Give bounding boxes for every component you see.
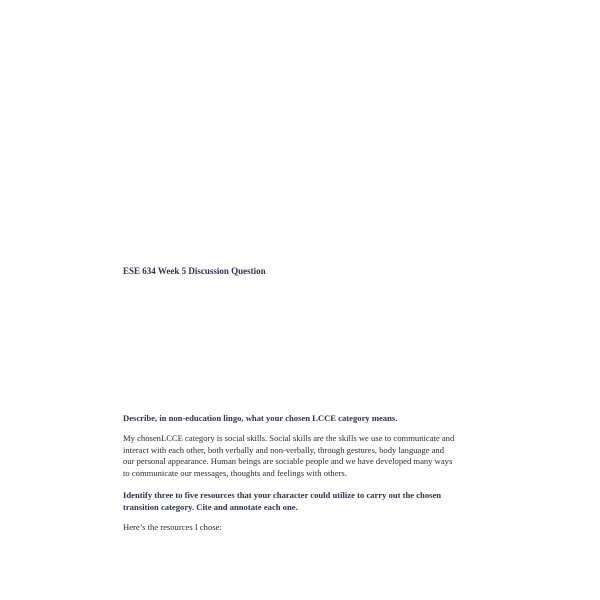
answer-line: My chosenLCCE category is social skills. Social skills are the skills we use to communicate and xyxy=(123,433,455,443)
resources-intro: Here’s the resources I chose: xyxy=(123,522,222,532)
answer-social-skills xyxy=(123,433,483,480)
answer-line: to communicate our messages, thoughts and feelings with others. xyxy=(123,468,347,479)
answer-line: our personal appearance. Human beings are sociable people and we have developed many ways xyxy=(123,456,453,467)
answer-line: interact with each other, both verbally and non-verbally, through gestures, body language and xyxy=(123,444,445,455)
question-describe-category: Describe, in non-education lingo, what your chosen LCCE category means. xyxy=(123,413,398,423)
document-title: ESE 634 Week 5 Discussion Question xyxy=(123,266,266,276)
question-identify-resources xyxy=(123,490,483,513)
question-line: Identify three to five resources that your character could utilize to carry out the chosen xyxy=(123,490,442,500)
question-line: transition category. Cite and annotate each one. xyxy=(123,501,298,512)
